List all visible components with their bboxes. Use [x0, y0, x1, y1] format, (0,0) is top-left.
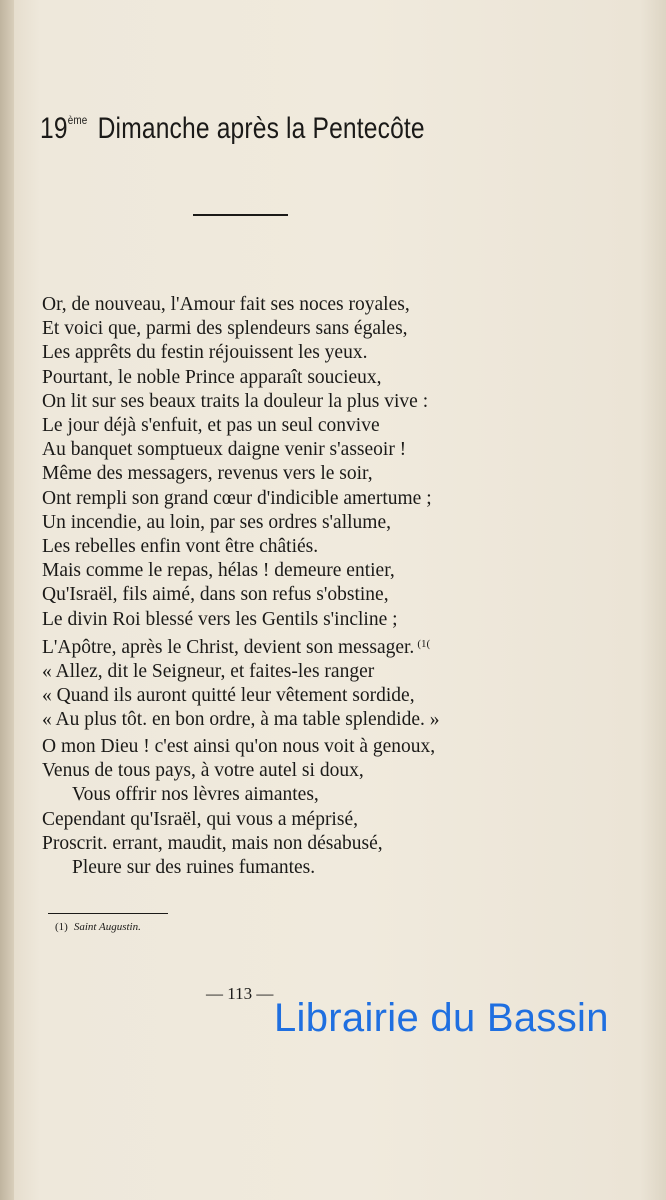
- poem-line: Mais comme le repas, hélas ! demeure entier,: [42, 560, 395, 582]
- page-title: [40, 112, 425, 146]
- poem-line: « Au plus tôt. en bon ordre, à ma table splendide. »: [42, 709, 440, 731]
- poem-line: « Quand ils auront quitté leur vêtement sordide,: [42, 685, 415, 707]
- poem-line: Les rebelles enfin vont être châtiés.: [42, 536, 319, 558]
- title-text: Dimanche après la Pentecôte: [97, 112, 425, 145]
- poem-line: Ont rempli son grand cœur d'indicible amertume ;: [42, 487, 432, 509]
- poem-line: Et voici que, parmi des splendeurs sans égales,: [42, 318, 408, 340]
- poem-line: Au banquet somptueux daigne venir s'asseoir !: [42, 439, 407, 461]
- binding-shadow: [0, 0, 14, 1200]
- poem-line: Le jour déjà s'enfuit, et pas un seul convive: [42, 415, 380, 437]
- poem-line: Or, de nouveau, l'Amour fait ses noces royales,: [42, 294, 410, 315]
- poem-stanza-2: [42, 735, 522, 880]
- poem-line-indented: Pleure sur des ruines fumantes.: [72, 857, 316, 879]
- footnote-number: (1): [55, 921, 68, 933]
- poem-line: Le divin Roi blessé vers les Gentils s'incline ;: [42, 608, 398, 630]
- footnote: [55, 921, 141, 933]
- poem-line-text: L'Apôtre, après le Christ, devient son messager.: [42, 636, 415, 658]
- poem-line-with-footnote: [42, 632, 522, 660]
- poem-stanza-1: [42, 293, 522, 733]
- poem-line: Un incendie, au loin, par ses ordres s'allume,: [42, 511, 392, 533]
- poem-line: Proscrit. errant, maudit, mais non désabusé,: [42, 832, 383, 854]
- poem-line: Venus de tous pays, à votre autel si doux,: [42, 760, 364, 782]
- footnote-source: Saint Augustin.: [73, 921, 141, 933]
- poem-line: Cependant qu'Israël, qui vous a méprisé,: [42, 808, 358, 830]
- poem-line: On lit sur ses beaux traits la douleur la plus vive :: [42, 390, 429, 412]
- page-number: — 113 —: [206, 984, 274, 1003]
- title-superscript: ème: [67, 113, 88, 127]
- watermark: Librairie du Bassin: [274, 996, 609, 1040]
- poem-line: Pourtant, le noble Prince apparaît soucieux,: [42, 366, 382, 388]
- poem-line: « Allez, dit le Seigneur, et faites-les ranger: [42, 661, 375, 683]
- title-divider: [193, 214, 288, 216]
- poem-line: Qu'Israël, fils aimé, dans son refus s'obstine,: [42, 584, 389, 606]
- title-number: 19: [40, 112, 68, 145]
- poem-line-indented: Vous offrir nos lèvres aimantes,: [72, 784, 319, 806]
- footnote-divider: [48, 913, 168, 914]
- poem-line: Les apprêts du festin réjouissent les yeux.: [42, 342, 368, 364]
- poem-line: O mon Dieu ! c'est ainsi qu'on nous voit à genoux,: [42, 736, 436, 757]
- poem-line: Même des messagers, revenus vers le soir,: [42, 463, 373, 485]
- footnote-reference: (1(: [417, 637, 431, 650]
